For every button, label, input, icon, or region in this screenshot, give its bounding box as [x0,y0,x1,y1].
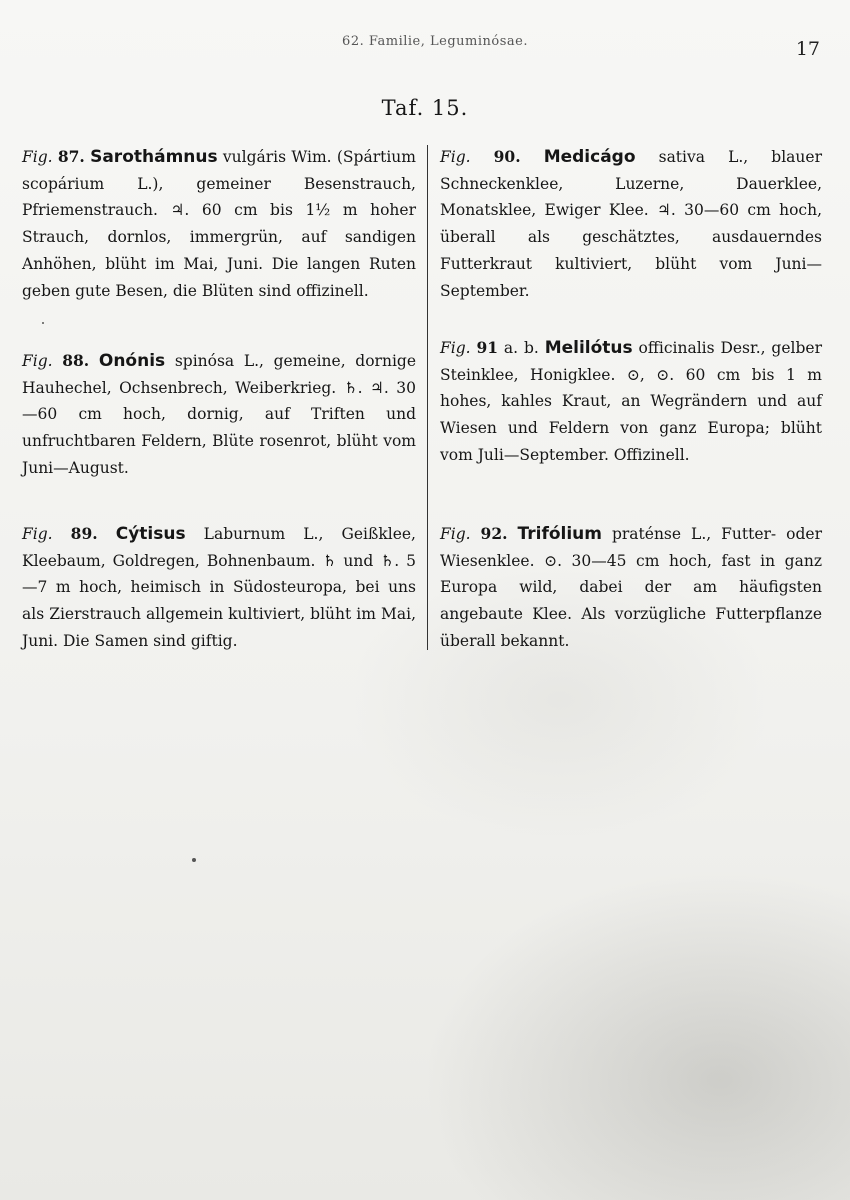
entry-fig-88 [22,348,416,482]
paper-speck [42,322,44,324]
page-number: 17 [795,38,820,60]
plate-title: Taf. 15. [381,96,469,120]
entry-text: sativa L., blauer Schneckenklee, Luzerne, Dauerklee, Monatsklee, Ewiger Klee. ♃. 30—60 cm hoch, überall als geschätztes, ausdauerndes Futterkraut kultiviert, blüht vom Juni—September. [440,148,822,300]
entry-text: officinalis Desr., gelber Steinklee, Honigklee. ⊙, ⊙. 60 cm bis 1 m hohes, kahles Kraut, an Wegrändern und auf Wiesen und Feldern von ganz Europa; blüht vom Juli—September. Offizinell. [440,339,822,464]
genus-name: Medicágo [543,147,636,167]
paper-speck [192,858,196,862]
fig-number: 91 [476,338,499,357]
fig-label: Fig. [22,352,53,370]
fig-number: 88. [62,351,90,370]
fig-label: Fig. [22,525,53,543]
entry-fig-87 [22,144,416,304]
fig-label: Fig. [440,525,471,543]
fig-number: 92. [480,524,508,543]
running-head: 62. Familie, Leguminósae. [342,34,528,49]
fig-subparts: a. b. [498,339,545,357]
genus-name: Cýtisus [115,524,186,544]
genus-name: Melilótus [544,338,633,358]
entry-text: praténse L., Futter- oder Wiesenklee. ⊙. 30—45 cm hoch, fast in ganz Europa wild, dabei der am häufigsten angebaute Klee. Als vorzügliche Futterpflanze überall bekannt. [440,525,822,650]
entry-fig-90 [440,144,822,304]
fig-label: Fig. [440,339,471,357]
entry-fig-89 [22,521,416,655]
fig-number: 89. [70,524,98,543]
genus-name: Sarothámnus [90,147,218,167]
entry-fig-91 [440,335,822,469]
fig-number: 90. [493,147,521,166]
fig-number: 87. [57,147,85,166]
genus-name: Onónis [98,351,166,371]
genus-name: Trifólium [517,524,602,544]
entry-text: spinósa L., gemeine, dornige Hauhechel, Ochsenbrech, Weiberkrieg. ♄. ♃. 30—60 cm hoch, dornig, auf Triften und unfruchtbaren Feldern, Blüte rosenrot, blüht vom Juni—August. [22,352,417,477]
entry-text: Laburnum L., Geißklee, Kleebaum, Goldregen, Bohnenbaum. ♄ und ♄. 5—7 m hoch, heimisch in Südosteuropa, bei uns als Zierstrauch allgemein kultiviert, blüht im Mai, Juni. Die Samen sind giftig. [22,525,416,650]
fig-label: Fig. [22,148,53,166]
column-divider [427,145,428,650]
entry-fig-92 [440,521,822,655]
fig-label: Fig. [440,148,471,166]
entry-text: vulgáris Wim. (Spártium scopárium L.), gemeiner Besenstrauch, Pfriemenstrauch. ♃. 60 cm bis 1½ m hoher Strauch, dornlos, immergrün, auf sandigen Anhöhen, blüht im Mai, Juni. Die langen Ruten geben gute Besen, die Blüten sind offizinell. [22,148,416,300]
